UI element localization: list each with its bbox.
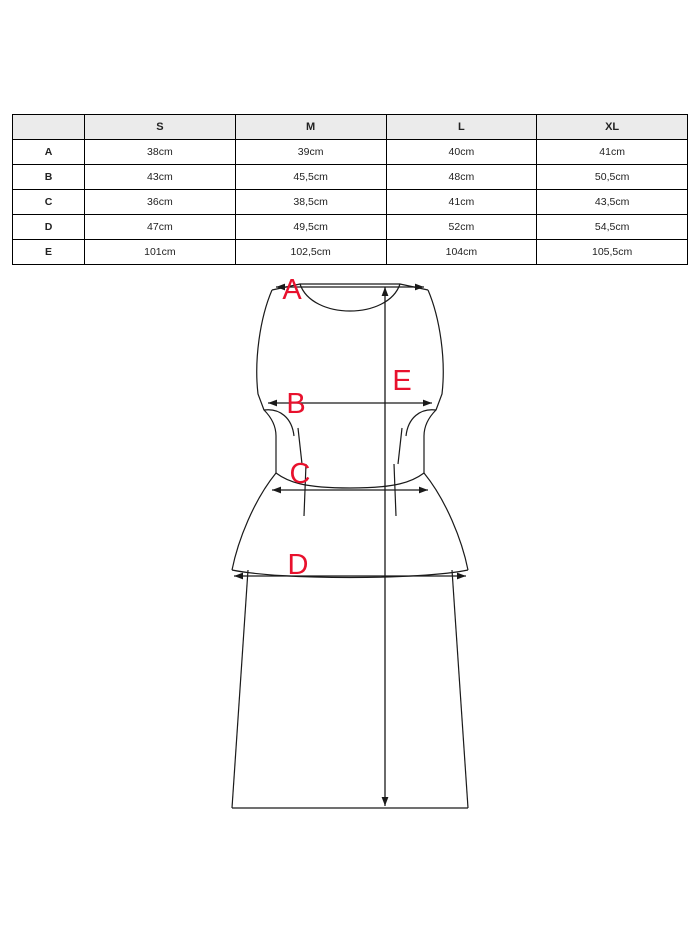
label-e: E <box>392 365 412 397</box>
cell-d-s: 47cm <box>85 215 236 240</box>
cell-c-m: 38,5cm <box>235 190 386 215</box>
table-row <box>13 165 688 190</box>
table-row <box>13 240 688 265</box>
label-a: A <box>282 274 302 306</box>
cell-a-xl: 41cm <box>537 140 688 165</box>
row-label-e: E <box>13 240 85 265</box>
garment-outline <box>232 284 468 808</box>
cell-d-m: 49,5cm <box>235 215 386 240</box>
table-row <box>13 215 688 240</box>
row-label-a: A <box>13 140 85 165</box>
cell-c-xl: 43,5cm <box>537 190 688 215</box>
row-label-c: C <box>13 190 85 215</box>
table-row <box>13 140 688 165</box>
table-row <box>13 190 688 215</box>
dress-diagram <box>180 268 520 828</box>
cell-a-s: 38cm <box>85 140 236 165</box>
measurement-labels <box>282 274 411 581</box>
cell-e-m: 102,5cm <box>235 240 386 265</box>
row-label-b: B <box>13 165 85 190</box>
cell-a-m: 39cm <box>235 140 386 165</box>
cell-c-l: 41cm <box>386 190 537 215</box>
label-b: B <box>286 388 306 420</box>
size-table-container <box>12 114 688 265</box>
size-table-header <box>13 115 688 140</box>
cell-b-s: 43cm <box>85 165 236 190</box>
table-header-row <box>13 115 688 140</box>
label-d: D <box>287 549 309 581</box>
size-table-body <box>13 140 688 265</box>
cell-b-m: 45,5cm <box>235 165 386 190</box>
size-table <box>12 114 688 265</box>
column-header-m: M <box>235 115 386 140</box>
row-label-d: D <box>13 215 85 240</box>
cell-b-l: 48cm <box>386 165 537 190</box>
column-header-l: L <box>386 115 537 140</box>
label-c: C <box>289 458 311 490</box>
measurement-arrows <box>234 287 466 806</box>
column-header-s: S <box>85 115 236 140</box>
cell-a-l: 40cm <box>386 140 537 165</box>
cell-d-l: 52cm <box>386 215 537 240</box>
cell-e-s: 101cm <box>85 240 236 265</box>
table-corner-cell <box>13 115 85 140</box>
cell-b-xl: 50,5cm <box>537 165 688 190</box>
column-header-xl: XL <box>537 115 688 140</box>
cell-d-xl: 54,5cm <box>537 215 688 240</box>
cell-c-s: 36cm <box>85 190 236 215</box>
cell-e-xl: 105,5cm <box>537 240 688 265</box>
cell-e-l: 104cm <box>386 240 537 265</box>
